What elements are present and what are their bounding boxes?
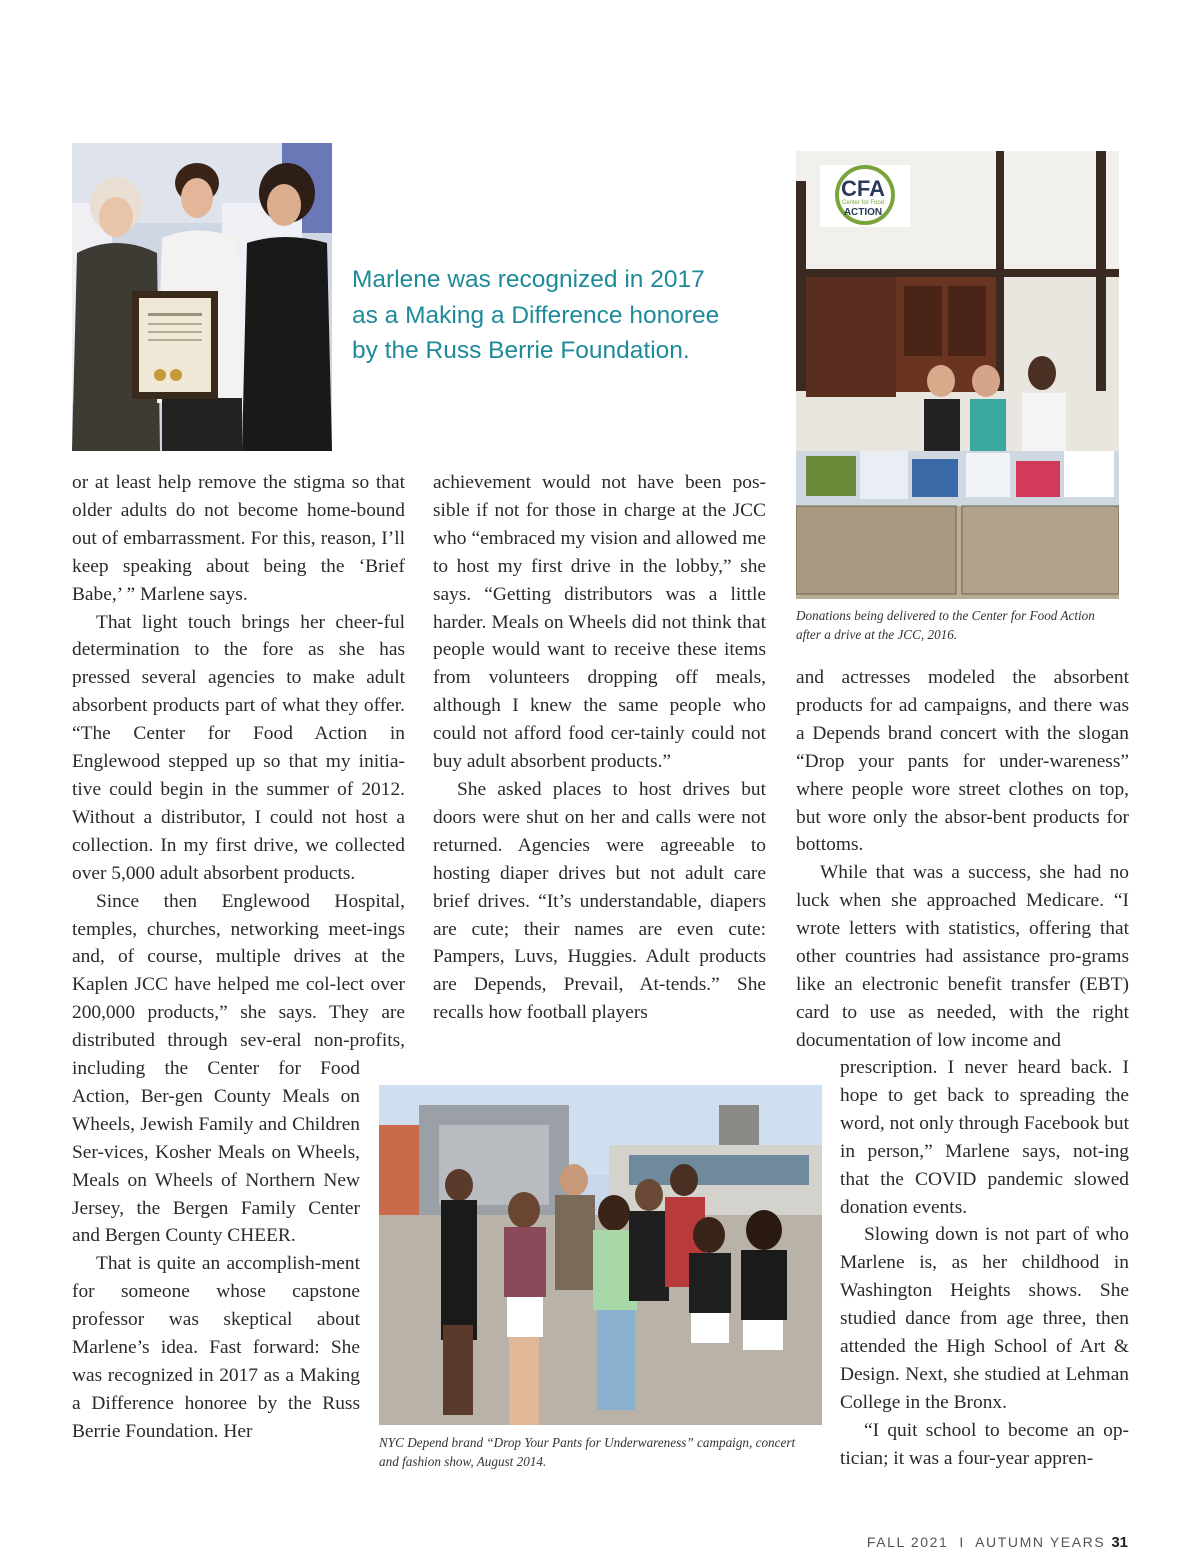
cfa-sign-subtext: ACTION [843, 207, 883, 218]
body-paragraph: and actresses modeled the absorbent products for ad campaigns, and there was a Depends brand concert with the slogan “Drop your pants for under-wareness” where people wore street clothes on top, but wore only the absor-bent products for bottoms. [796, 667, 1129, 856]
cfa-sign-subtext: Center for Food [841, 200, 885, 206]
award-photo [72, 143, 332, 451]
pull-quote-line: as a Making a Difference honoree [352, 301, 720, 329]
issue-label: FALL 2021 I AUTUMN YEARS [866, 1534, 1106, 1550]
body-paragraph: She asked places to host drives but doors were shut on her and calls were not returned. Agencies were agreeable to hosting diaper drives but not adult care brief drives. “It’s understandable, diapers are cute; their names are even cute: Pampers, Luvs, Huggies. Adult products are Depends, Prevail, At-tends.” She recalls how football players [433, 778, 766, 1024]
page-footer [867, 1534, 1128, 1551]
cfa-sign [833, 178, 893, 218]
concert-caption: NYC Depend brand “Drop Your Pants for Underwareness” campaign, concert and fashion show, August 2014. [379, 1435, 796, 1469]
body-paragraph: prescription. I never heard back. I hope to get back to spreading the word, not only through Facebook but in person,” Marlene says, not-ing that the COVID pandemic slowed donation events. [840, 1057, 1129, 1218]
cfa-caption: Donations being delivered to the Center for Food Action after a drive at the JCC, 2016. [796, 608, 1095, 642]
pull-quote-line: Marlene was recognized in 2017 [352, 266, 705, 293]
body-paragraph: While that was a success, she had no luck when she approached Medicare. “I wrote letters with statistics, offering that other countries had assistance pro-grams like an electronic benefit transfer (EBT) card to use as needed, with the right documentation of low income and [796, 862, 1129, 1051]
body-paragraph: That is quite an accomplish-ment for someone whose capstone professor was skeptical about Marlene’s idea. Fast forward: She was recognized in 2017 as a Making a Difference honoree by the Russ Berrie Foundation. Her [72, 1253, 360, 1442]
pull-quote [352, 262, 772, 369]
pull-quote-line: by the Russ Berrie Foundation. [352, 337, 690, 364]
cfa-donations-photo [796, 151, 1119, 599]
page-number: 31 [1111, 1534, 1128, 1551]
article-column-3-bottom [840, 1054, 1129, 1473]
body-paragraph: or at least help remove the stigma so that older adults do not become home-bound out of embarrassment. For this, reason, I’ll keep speaking about being the ‘Brief Babe,’ ” Marlene says. [72, 472, 405, 605]
body-paragraph: achievement would not have been pos-sible if not for those in charge at the JCC who “embraced my vision and allowed me to host my first drive in the lobby,” she says. “Getting distributors was a little harder. Meals on Wheels did not think that people would want to receive these items from volunteers dropping off meals, although I knew the same people who could not afford food cer-tainly could not buy adult absorbent products.” [433, 472, 766, 773]
article-column-1 [72, 469, 405, 1479]
concert-photo [379, 1085, 822, 1425]
body-paragraph: “I quit school to become an op-tician; it was a four-year appren- [840, 1419, 1129, 1469]
article-column-2 [433, 469, 766, 1027]
cfa-sign-text: CFA [841, 176, 885, 201]
body-paragraph: Slowing down is not part of who Marlene is, as her childhood in Washington Heights shows. She studied dance from age three, then attended the High School of Art & Design. Next, she studied at Lehman College in the Bronx. [840, 1224, 1129, 1413]
body-paragraph: Since then Englewood Hospital, temples, churches, networking meet-ings and, of course, multiple drives at the Kaplen JCC have helped me col-lect over 200,000 products,” she says. They are distributed through sev-eral non-profits, including the Center for Food Action, Ber-gen County Meals on Wheels, Jewish Family and Children Ser-vices, Kosher Meals on Wheels, Meals on Wheels of Northern New Jersey, the Bergen Family Center and Bergen County CHEER. [72, 890, 405, 1247]
article-column-3-top [796, 664, 1129, 1055]
body-paragraph: That light touch brings her cheer-ful determination to the fore as she has pressed several agencies to make adult absorbent products part of what they offer. “The Center for Food Action in Englewood stepped up so that my initia-tive could begin in the summer of 2012. Without a distributor, I could not host a collection. In my first drive, we collected over 5,000 adult absorbent products. [72, 611, 405, 884]
